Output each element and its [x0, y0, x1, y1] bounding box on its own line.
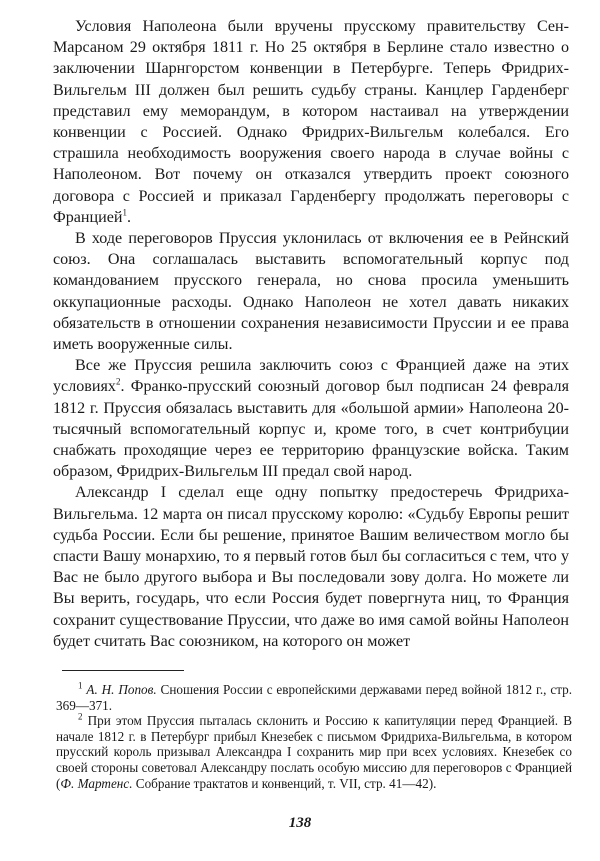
- paragraph-1-text: Условия Наполеона были вручены прусскому правительству Сен-Марсаном 29 октября 1811 г. Но 25 октября в Берлине стало известно о заключении Шарнгорстом конвенции в Петербурге. Теперь Фридрих-Вильгельм III должен был решить судьбу страны. Канцлер Гарденберг представил ему меморандум, в котором настаивал на утверждении конвенции с Россией. Однако Фридрих-Вильгельм колебался. Его страшила необходимость вооружения своего народа в случае войны с Наполеоном. Вот почему он отказался утвердить проект союзного договора с Россией и приказал Гарденбергу продолжать переговоры с Францией: [53, 18, 569, 226]
- footnote-2-text: При этом Пруссия пыталась склонить и Россию к капитуляции перед Францией. В начале 1812 г. в Петербург прибыл Кнезебек с письмом Фридриха-Вильгельма, в котором прусский король призывал Александра I сохранить мир при всех условиях. Кнезебек со своей стороны советовал Александру послать особую миссию для переговоров с Францией (: [56, 713, 572, 791]
- paragraph-4: Александр I сделал еще одну попытку предостеречь Фридриха-Вильгельма. 12 марта он писал прусскому королю: «Судьбу Европы решит судьба России. Если бы решение, принятое Вашим величеством могло бы спасти Вашу монархию, то я первый готов был бы согласиться с тем, что у Вас не было другого выбора и Вы последовали зову долга. Но можете ли Вы верить, государь, что если Россия будет повергнута ниц, то Франция сохранит существование Пруссии, что даже во имя самой войны Наполеон будет считать Вас союзником, на которого он может: [53, 484, 569, 650]
- footnote-2-tail: Собрание трактатов и конвенций, т. VII, стр. 41—42).: [132, 775, 437, 791]
- footnote-2-author: Ф. Мартенс.: [60, 775, 133, 791]
- paragraph-1: [53, 16, 569, 228]
- paragraph-3-text-b: . Франко-прусский союзный договор был подписан 24 февраля 1812 г. Пруссия обязалась выставить для «большой армии» Наполеона 20-тысячный вспомогательный корпус и, кроме того, в счет контрибуции снабжать проходящие через ее территорию французские войска. Таким образом, Фридрих-Вильгельм III предал свой народ.: [53, 378, 569, 481]
- footnote-ref-1: 1: [122, 207, 127, 218]
- footnote-1-author: А. Н. Попов.: [86, 682, 157, 697]
- paragraph-2: В ходе переговоров Пруссия уклонилась от включения ее в Рейнский союз. Она соглашалась выставить вспомогательный корпус под командованием прусского генерала, но снова просила уменьшить оккупационные расходы. Однако Наполеон не хотел давать никаких обязательств в отношении сохранения независимости Пруссии и ее права иметь вооруженные силы.: [53, 230, 569, 354]
- paragraph-3-text-a: Все же Пруссия решила заключить союз с Францией даже на этих условиях: [53, 357, 569, 396]
- footnote-divider: [62, 670, 184, 671]
- page-number: 138: [288, 815, 312, 831]
- footnote-1-number: 1: [78, 680, 83, 691]
- main-text: [53, 16, 569, 652]
- footnote-1: [56, 682, 572, 713]
- footnote-1-text: Сношения России с европейскими державами перед войной 1812 г., стр. 369—371.: [56, 682, 573, 713]
- paragraph-3: [53, 355, 569, 482]
- paragraph-1-end: .: [127, 208, 132, 226]
- footnote-2-number: 2: [78, 711, 83, 722]
- footnote-ref-2: 2: [115, 377, 121, 388]
- footnote-2: [56, 713, 572, 791]
- footnotes: [56, 682, 572, 791]
